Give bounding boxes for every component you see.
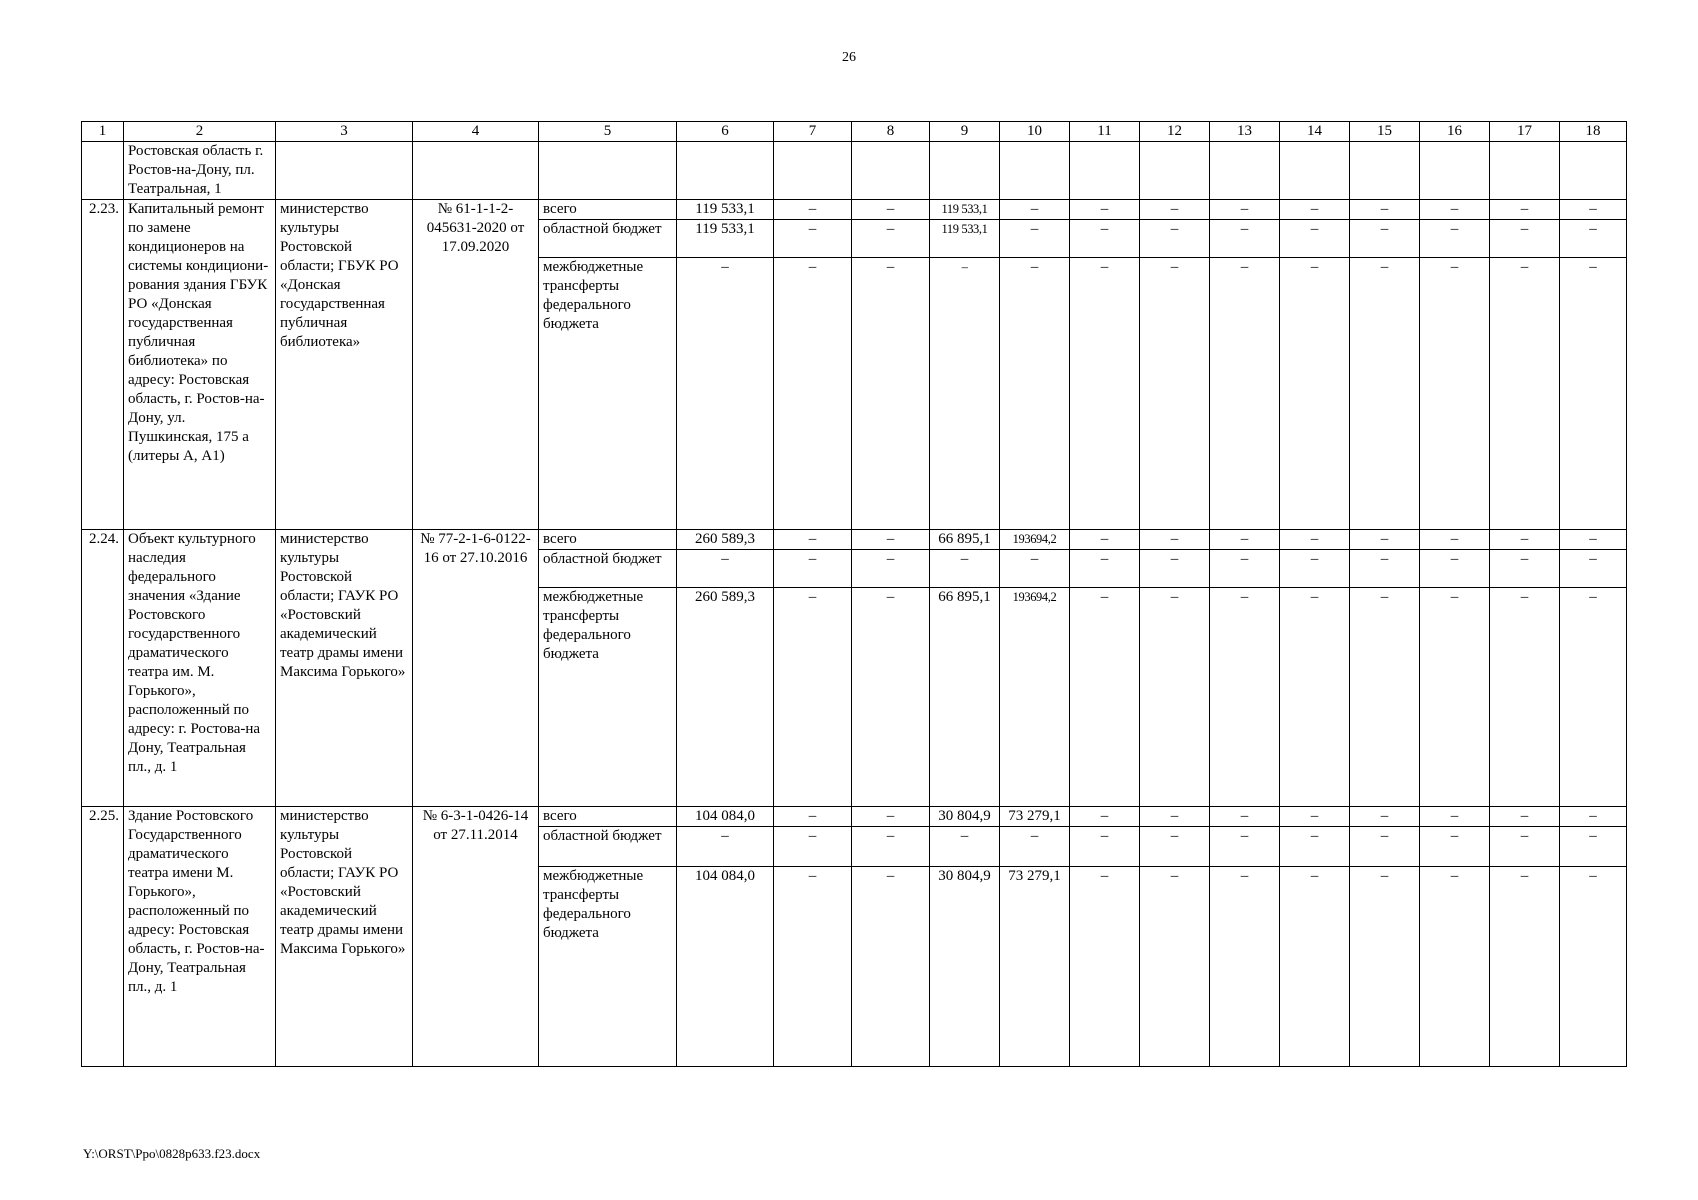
dash-cell: –: [1420, 867, 1490, 1067]
dash-cell: –: [1350, 258, 1420, 530]
dash-cell: –: [1560, 258, 1627, 530]
dash-cell: –: [1560, 867, 1627, 1067]
dash-cell: –: [1420, 827, 1490, 867]
year-value: 193694,2: [1000, 588, 1070, 807]
dash-cell: –: [1070, 530, 1140, 550]
page-number: 26: [842, 50, 856, 65]
item-number: 2.23.: [82, 200, 124, 530]
header-cell: 17: [1490, 122, 1560, 142]
object-name: Объект культурного наследия федерального значения «Здание Ростовского государственного драматического театра им. М. Горького», расположенный по адресу: г. Ростова-на Дону, Театральная пл., д. 1: [124, 530, 276, 807]
dash-cell: –: [1140, 258, 1210, 530]
total-value: 104 084,0: [677, 867, 774, 1067]
dash-cell: –: [1420, 588, 1490, 807]
funding-source: областной бюджет: [539, 827, 677, 867]
header-cell: 13: [1210, 122, 1280, 142]
table-cell: [1490, 142, 1560, 200]
object-name: Здание Ростовского Государственного драматического театра имени М. Горького», расположенный по адресу: Ростовская область, г. Ростов-на-Дону, Театральная пл., д. 1: [124, 807, 276, 1067]
dash-cell: –: [774, 588, 852, 807]
dash-cell: –: [774, 867, 852, 1067]
header-cell: 8: [852, 122, 930, 142]
table-cell: [1210, 142, 1280, 200]
table-cell: [1070, 142, 1140, 200]
object-name: Капитальный ремонт по замене кондиционеров на системы кондициони-рования здания ГБУК РО «Донская государственная публичная библиотека» по адресу: Ростовская область, г. Ростов-на-Дону, ул. Пушкинская, 175 а (литеры А, А1): [124, 200, 276, 530]
dash-cell: –: [1560, 588, 1627, 807]
table-cell: [677, 142, 774, 200]
dash-cell: –: [1070, 807, 1140, 827]
dash-cell: –: [1140, 807, 1210, 827]
dash-cell: –: [1280, 220, 1350, 258]
total-value: –: [677, 827, 774, 867]
dash-cell: –: [774, 550, 852, 588]
item-number: 2.25.: [82, 807, 124, 1067]
dash-cell: –: [1350, 807, 1420, 827]
total-value: 104 084,0: [677, 807, 774, 827]
header-cell: 2: [124, 122, 276, 142]
header-cell: 16: [1420, 122, 1490, 142]
dash-cell: –: [1140, 827, 1210, 867]
dash-cell: –: [1210, 220, 1280, 258]
total-value: 119 533,1: [677, 220, 774, 258]
dash-cell: –: [774, 220, 852, 258]
funding-source: всего: [539, 807, 677, 827]
dash-cell: –: [774, 827, 852, 867]
year-value: –: [1000, 258, 1070, 530]
dash-cell: –: [852, 530, 930, 550]
dash-cell: –: [852, 550, 930, 588]
dash-cell: –: [1490, 550, 1560, 588]
dash-cell: –: [1280, 588, 1350, 807]
dash-cell: –: [1280, 867, 1350, 1067]
total-value: 260 589,3: [677, 588, 774, 807]
year-value: 30 804,9: [930, 867, 1000, 1067]
dash-cell: –: [774, 530, 852, 550]
dash-cell: –: [1070, 550, 1140, 588]
dash-cell: –: [1210, 867, 1280, 1067]
table-cell: Ростовская область г. Ростов-на-Дону, пл. Театральная, 1: [124, 142, 276, 200]
total-value: –: [677, 258, 774, 530]
dash-cell: –: [1420, 807, 1490, 827]
document-ref: № 6-3-1-0426-14 от 27.11.2014: [413, 807, 539, 1067]
dash-cell: –: [1070, 220, 1140, 258]
table-cell: [539, 142, 677, 200]
dash-cell: –: [1070, 588, 1140, 807]
dash-cell: –: [1490, 258, 1560, 530]
total-value: 260 589,3: [677, 530, 774, 550]
header-cell: 3: [276, 122, 413, 142]
funding-source: межбюджетные трансферты федерального бюджета: [539, 867, 677, 1067]
funding-source: межбюджетные трансферты федерального бюджета: [539, 258, 677, 530]
table-cell: [1140, 142, 1210, 200]
dash-cell: –: [1140, 588, 1210, 807]
header-cell: 10: [1000, 122, 1070, 142]
dash-cell: –: [1210, 258, 1280, 530]
dash-cell: –: [1280, 827, 1350, 867]
table-cell: [82, 142, 124, 200]
dash-cell: –: [1140, 200, 1210, 220]
dash-cell: –: [1070, 258, 1140, 530]
table-cell: [1000, 142, 1070, 200]
dash-cell: –: [1420, 550, 1490, 588]
year-value: 73 279,1: [1000, 807, 1070, 827]
dash-cell: –: [1420, 200, 1490, 220]
header-cell: 15: [1350, 122, 1420, 142]
dash-cell: –: [1420, 258, 1490, 530]
responsible-org: министерство культуры Ростовской области; ГБУК РО «Донская государственная публичная библиотека»: [276, 200, 413, 530]
header-cell: 9: [930, 122, 1000, 142]
table-cell: [413, 142, 539, 200]
dash-cell: –: [1490, 200, 1560, 220]
table-cell: [930, 142, 1000, 200]
header-cell: 14: [1280, 122, 1350, 142]
dash-cell: –: [1140, 867, 1210, 1067]
dash-cell: –: [1210, 200, 1280, 220]
table-cell: [1420, 142, 1490, 200]
dash-cell: –: [1560, 827, 1627, 867]
header-cell: 11: [1070, 122, 1140, 142]
funding-source: межбюджетные трансферты федерального бюджета: [539, 588, 677, 807]
dash-cell: –: [1560, 550, 1627, 588]
dash-cell: –: [1280, 258, 1350, 530]
year-value: 66 895,1: [930, 530, 1000, 550]
year-value: –: [1000, 220, 1070, 258]
dash-cell: –: [852, 588, 930, 807]
dash-cell: –: [1280, 200, 1350, 220]
table-cell: [1560, 142, 1627, 200]
funding-source: областной бюджет: [539, 220, 677, 258]
year-value: –: [930, 258, 1000, 530]
dash-cell: –: [1420, 530, 1490, 550]
dash-cell: –: [1350, 220, 1420, 258]
year-value: –: [1000, 827, 1070, 867]
dash-cell: –: [1490, 867, 1560, 1067]
dash-cell: –: [1490, 827, 1560, 867]
dash-cell: –: [1350, 827, 1420, 867]
table-cell: [1350, 142, 1420, 200]
dash-cell: –: [1350, 530, 1420, 550]
table-row: [82, 200, 1627, 220]
total-value: 119 533,1: [677, 200, 774, 220]
funding-source: областной бюджет: [539, 550, 677, 588]
total-value: –: [677, 550, 774, 588]
year-value: –: [1000, 550, 1070, 588]
dash-cell: –: [774, 200, 852, 220]
dash-cell: –: [852, 200, 930, 220]
year-value: 119 533,1: [930, 200, 1000, 220]
year-value: –: [930, 827, 1000, 867]
dash-cell: –: [1210, 588, 1280, 807]
year-value: 66 895,1: [930, 588, 1000, 807]
dash-cell: –: [1210, 827, 1280, 867]
dash-cell: –: [1490, 220, 1560, 258]
dash-cell: –: [1490, 588, 1560, 807]
table-cell: [774, 142, 852, 200]
year-value: 119 533,1: [930, 220, 1000, 258]
funding-source: всего: [539, 530, 677, 550]
dash-cell: –: [1350, 867, 1420, 1067]
table-cell: [276, 142, 413, 200]
dash-cell: –: [774, 807, 852, 827]
table-row: [82, 530, 1627, 550]
dash-cell: –: [1420, 220, 1490, 258]
item-number: 2.24.: [82, 530, 124, 807]
program-table: [81, 121, 1627, 1067]
dash-cell: –: [1560, 807, 1627, 827]
dash-cell: –: [1490, 807, 1560, 827]
dash-cell: –: [852, 867, 930, 1067]
dash-cell: –: [1070, 200, 1140, 220]
dash-cell: –: [1280, 550, 1350, 588]
year-value: –: [930, 550, 1000, 588]
dash-cell: –: [1140, 550, 1210, 588]
dash-cell: –: [1490, 530, 1560, 550]
header-cell: 18: [1560, 122, 1627, 142]
header-row: [82, 122, 1627, 142]
footer-file-path: Y:\ORST\Ppo\0828p633.f23.docx: [83, 1146, 261, 1161]
year-value: 73 279,1: [1000, 867, 1070, 1067]
header-cell: 12: [1140, 122, 1210, 142]
dash-cell: –: [852, 807, 930, 827]
header-cell: 4: [413, 122, 539, 142]
dash-cell: –: [774, 258, 852, 530]
dash-cell: –: [852, 258, 930, 530]
dash-cell: –: [1070, 867, 1140, 1067]
funding-source: всего: [539, 200, 677, 220]
header-cell: 7: [774, 122, 852, 142]
dash-cell: –: [1210, 807, 1280, 827]
responsible-org: министерство культуры Ростовской области; ГАУК РО «Ростовский академический театр драмы имени Максима Горького»: [276, 530, 413, 807]
dash-cell: –: [1560, 530, 1627, 550]
dash-cell: –: [1350, 588, 1420, 807]
dash-cell: –: [1210, 530, 1280, 550]
year-value: –: [1000, 200, 1070, 220]
dash-cell: –: [852, 827, 930, 867]
dash-cell: –: [1350, 200, 1420, 220]
table-row: [82, 807, 1627, 827]
document-ref: № 77-2-1-6-0122-16 от 27.10.2016: [413, 530, 539, 807]
header-cell: 5: [539, 122, 677, 142]
header-cell: 6: [677, 122, 774, 142]
dash-cell: –: [1140, 220, 1210, 258]
dash-cell: –: [1280, 807, 1350, 827]
dash-cell: –: [852, 220, 930, 258]
year-value: 193694,2: [1000, 530, 1070, 550]
dash-cell: –: [1560, 200, 1627, 220]
responsible-org: министерство культуры Ростовской области; ГАУК РО «Ростовский академический театр драмы имени Максима Горького»: [276, 807, 413, 1067]
dash-cell: –: [1140, 530, 1210, 550]
dash-cell: –: [1070, 827, 1140, 867]
dash-cell: –: [1280, 530, 1350, 550]
dash-cell: –: [1210, 550, 1280, 588]
dash-cell: –: [1350, 550, 1420, 588]
dash-cell: –: [1560, 220, 1627, 258]
header-cell: 1: [82, 122, 124, 142]
table-cell: [1280, 142, 1350, 200]
document-ref: № 61-1-1-2-045631-2020 от 17.09.2020: [413, 200, 539, 530]
year-value: 30 804,9: [930, 807, 1000, 827]
table-cell: [852, 142, 930, 200]
continuation-row: [82, 142, 1627, 200]
